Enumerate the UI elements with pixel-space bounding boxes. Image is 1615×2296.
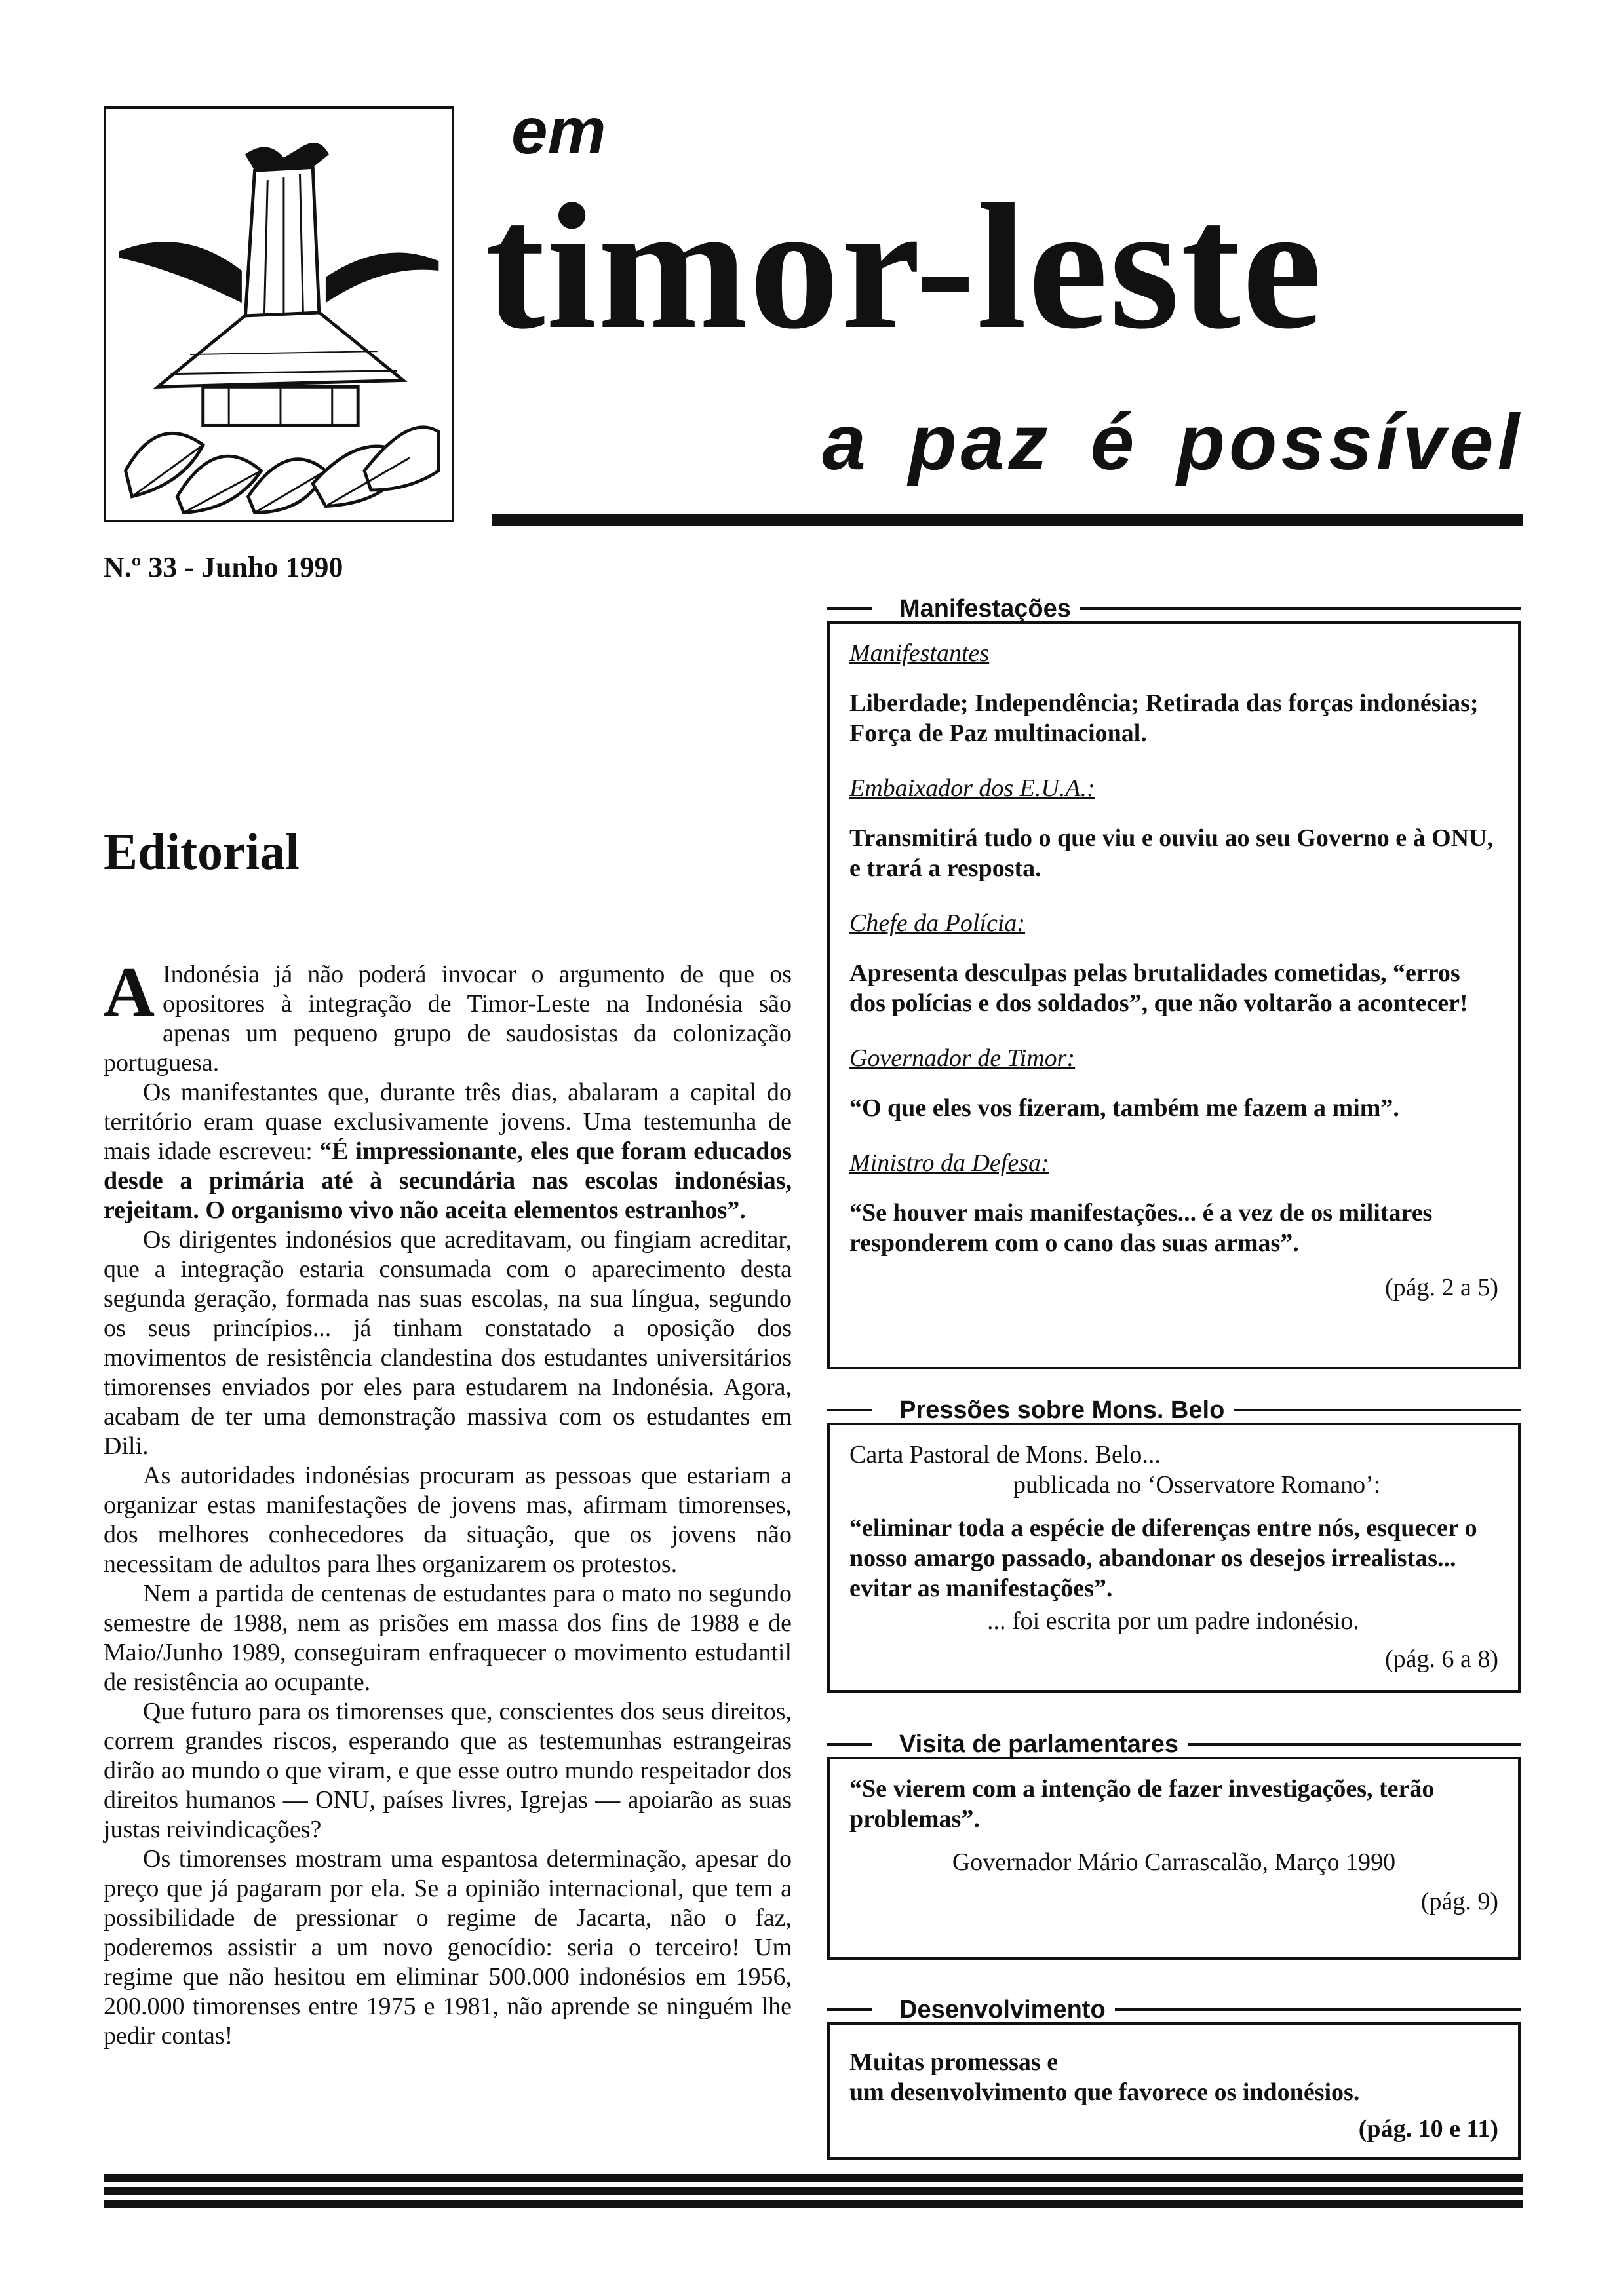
speaker: Chefe da Polícia:: [849, 909, 1026, 937]
footer-rule: [104, 2174, 1523, 2182]
speaker: Manifestantes: [849, 640, 990, 667]
masthead-logo: [104, 106, 454, 522]
editorial-paragraph: Que futuro para os timorenses que, conscientes dos seus direitos, correm grandes riscos, esperando que as testemunhas estrangeiras dirão ao mundo o que viram, e que esse outro mundo respeitador dos direitos humanos — ONU, países livres, Igrejas — apoiarão as suas justas reivindicações?: [104, 1698, 792, 1843]
manifestacoes-label: Manifestações: [890, 596, 1080, 621]
statement: “O que eles vos fizeram, também me fazem a mim”.: [849, 1094, 1399, 1122]
footer-rules: [104, 2174, 1523, 2213]
desenvolvimento-line: um desenvolvimento que favorece os indonésios.: [849, 2078, 1360, 2106]
visita-quote: “Se vierem com a intenção de fazer investigações, terão problemas”.: [849, 1775, 1435, 1833]
visita-attribution: Governador Mário Carrascalão, Março 1990: [952, 1848, 1396, 1876]
editorial-paragraph: Os dirigentes indonésios que acreditavam, ou fingiam acreditar, que a integração estaria consumada com o aparecimento desta segunda geração, formada nas suas escolas, na sua língua, segundo os seus princípios... já tinham constatado a oposição dos movimentos de resistência clandestina dos estudantes universitários timorenses enviados por eles para estudarem na Indonésia. Agora, acabam de ter uma demonstração massiva com os estudantes em Dili.: [104, 1226, 792, 1460]
editorial-paragraph: A Indonésia já não poderá invocar o argumento de que os opositores à integração de Timor-Leste na Indonésia são apenas um pequeno grupo de saudosistas da colonização portuguesa.: [104, 953, 792, 1077]
editorial-paragraph: As autoridades indonésias procuram as pessoas que estariam a organizar estas manifestações de jovens mas, afirmam timorenses, dos melhores conhecedores da situação, que os jovens não necessitam de adultos para lhes organizarem os protestos.: [104, 1462, 792, 1578]
masthead-em: em: [511, 94, 606, 168]
timorese-house-illustration-icon: [106, 109, 452, 520]
statement: Apresenta desculpas pelas brutalidades cometidas, “erros dos polícias e dos soldados”, que não voltarão a acontecer!: [849, 959, 1468, 1017]
pressoes-line: Carta Pastoral de Mons. Belo...: [849, 1441, 1161, 1468]
pressoes-line: ... foi escrita por um padre indonésio.: [987, 1607, 1359, 1635]
editorial-paragraph: Nem a partida de centenas de estudantes para o mato no segundo semestre de 1988, nem as prisões em massa dos fins de 1988 e de Maio/Junho 1989, conseguiram enfraquecer o movimento estudantil de resistência ao ocupante.: [104, 1580, 792, 1696]
visita-box: [827, 1757, 1521, 1960]
box-label-rule: [827, 1743, 872, 1746]
box-label-rule: [1180, 1743, 1521, 1746]
box-label-rule: [1219, 1409, 1521, 1411]
statement: “Se houver mais manifestações... é a vez de os militares responderem com o cano das suas armas”.: [849, 1199, 1433, 1257]
editorial-paragraph: Os timorenses mostram uma espantosa determinação, apesar do preço que já pagaram por ela. Se a opinião internacional, que tem a possibilidade de pressionar o regime de Jacarta, não o faz, poderemos assistir a um novo genocídio: seria o terceiro! Um regime que não hesitou em eliminar 500.000 indonésios em 1956, 200.000 timorenses entre 1975 e 1981, não aprende se ninguém lhe pedir contas!: [104, 1845, 792, 2050]
statement: Liberdade; Independência; Retirada das forças indonésias; Força de Paz multinacional.: [849, 689, 1479, 747]
desenvolvimento-box: [827, 2022, 1521, 2160]
box-label-rule: [827, 607, 872, 610]
pressoes-label: Pressões sobre Mons. Belo: [890, 1398, 1234, 1423]
page-reference: (pág. 9): [1420, 1888, 1498, 1915]
editorial-body: [104, 953, 792, 2051]
box-label-rule: [827, 2008, 872, 2011]
masthead-rule: [492, 514, 1523, 526]
editorial-paragraph: Os manifestantes que, durante três dias, abalaram a capital do território eram quase exclusivamente jovens. Uma testemunha de mais idade escreveu: “É impressionante, eles que foram educados desde a primária até à secundária nas escolas indonésias, rejeitam. O organismo vivo não aceita elementos estranhos”.: [104, 1079, 792, 1224]
pressoes-quote: “eliminar toda a espécie de diferenças entre nós, esquecer o nosso amargo passado, abandonar os desejos irrealistas... evitar as manifestações”.: [849, 1514, 1477, 1602]
editorial-quote: “É impressionante, eles que foram educados desde a primária até à secundária nas escolas indonésias, rejeitam. O organismo vivo não aceita elementos estranhos”.: [104, 1138, 792, 1224]
statement: Transmitirá tudo o que viu e ouviu ao seu Governo e à ONU, e trará a resposta.: [849, 824, 1494, 882]
editorial-heading: Editorial: [104, 823, 300, 880]
footer-rule: [104, 2200, 1523, 2208]
masthead-tagline: a paz é possível: [822, 398, 1523, 486]
box-label-rule: [827, 1409, 872, 1411]
visita-label: Visita de parlamentares: [890, 1732, 1188, 1757]
pressoes-line: publicada no ‘Osservatore Romano’:: [1013, 1471, 1381, 1499]
page-reference: (pág. 6 a 8): [1384, 1645, 1498, 1673]
masthead-title: timor-leste: [485, 167, 1324, 366]
desenvolvimento-line: Muitas promessas e: [849, 2048, 1059, 2076]
box-label-rule: [1114, 2008, 1521, 2011]
page-reference: (pág. 2 a 5): [1384, 1274, 1498, 1301]
speaker: Governador de Timor:: [849, 1044, 1076, 1072]
speaker: Ministro da Defesa:: [849, 1149, 1049, 1177]
box-label-rule: [1075, 607, 1521, 610]
issue-number-date: N.º 33 - Junho 1990: [104, 551, 343, 583]
page-reference: (pág. 10 e 11): [1358, 2115, 1498, 2143]
desenvolvimento-label: Desenvolvimento: [890, 1997, 1115, 2022]
manifestacoes-box: [827, 621, 1521, 1369]
speaker: Embaixador dos E.U.A.:: [849, 775, 1095, 802]
drop-cap: A: [104, 953, 155, 1031]
footer-rule: [104, 2187, 1523, 2195]
pressoes-box: [827, 1423, 1521, 1693]
